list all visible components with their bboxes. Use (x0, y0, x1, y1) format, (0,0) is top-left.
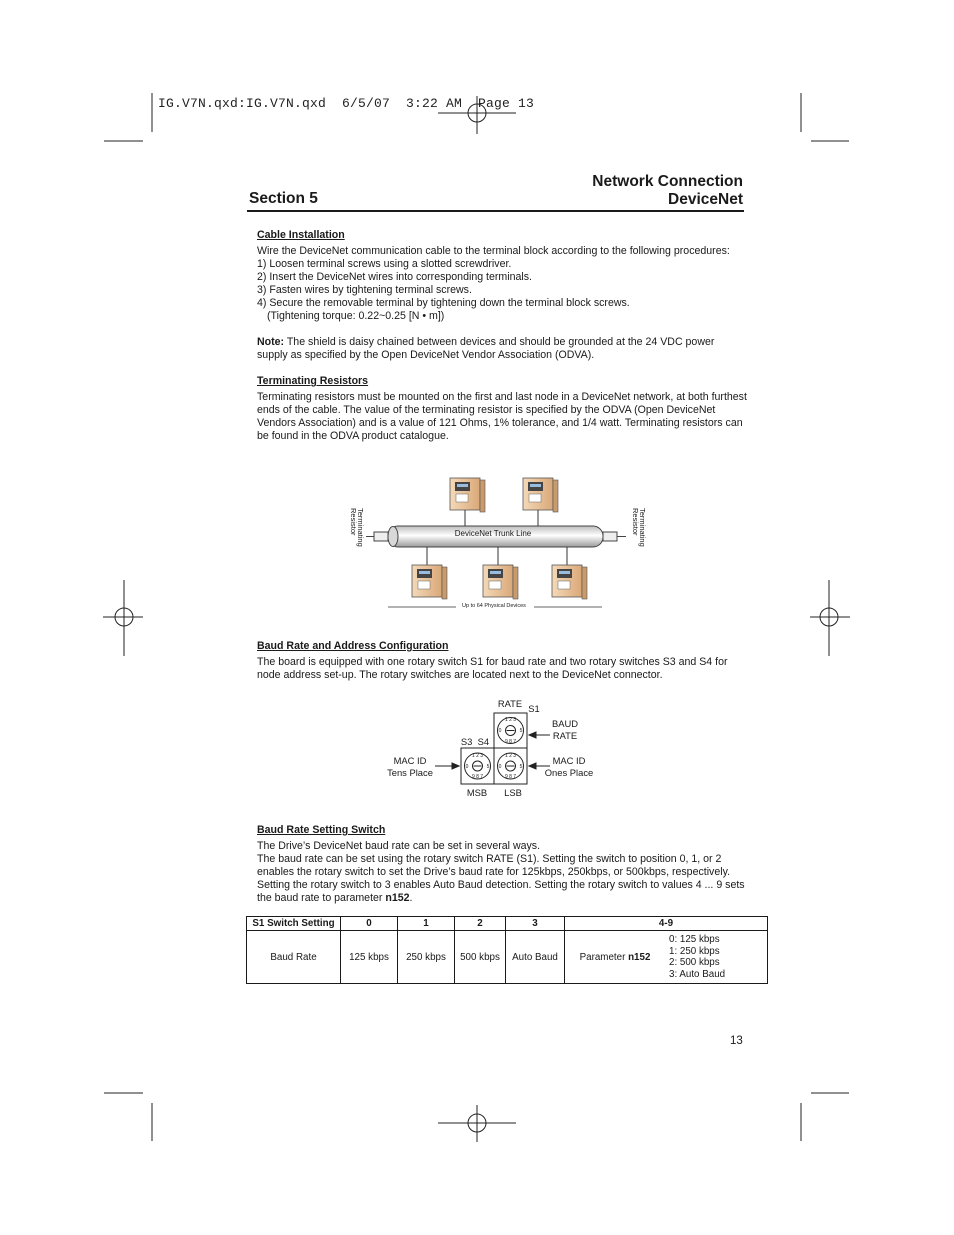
header-title-line1: Network Connection (592, 173, 743, 190)
msb-label: MSB (466, 787, 488, 798)
cable-step-1: 1) Loosen terminal screws using a slotted screwdriver. (257, 258, 512, 270)
svg-text:1 2 3: 1 2 3 (471, 753, 484, 759)
table-header-row (247, 917, 768, 931)
cable-intro: Wire the DeviceNet communication cable to the terminal block according to the following procedures: (257, 245, 730, 257)
baud-setting-end: . (409, 892, 413, 904)
baud-rate-table (246, 916, 768, 984)
table-header: 2 (455, 917, 506, 931)
baud-rate-label (543, 718, 587, 741)
table-row-label: Baud Rate (247, 931, 341, 984)
left-resistor-label: Terminating Resistor (349, 508, 365, 547)
param-value: n152 (628, 951, 651, 963)
mac-tens-label-2: Tens Place (387, 766, 433, 778)
svg-text:9 8 7: 9 8 7 (471, 774, 484, 780)
network-diagram (330, 470, 670, 618)
trunk-label: DeviceNet Trunk Line (454, 529, 532, 538)
baud-setting-line1: The Drive’s DeviceNet baud rate can be set in several ways. (257, 840, 541, 852)
table-cell: Auto Baud (506, 931, 565, 984)
table-cell: 500 kbps (455, 931, 506, 984)
baud-rate-label-2: RATE (552, 729, 578, 741)
drive-icon (483, 565, 518, 599)
baud-config-text: The board is equipped with one rotary switch S1 for baud rate and two rotary switches S3 and S4 for node address set-up. The rotary switches are located next to the DeviceNet connector. (257, 656, 728, 681)
note-text: The shield is daisy chained between devices and should be grounded at the 24 VDC power supply as specified by the Open DeviceNet Vendor Association (ODVA). (257, 336, 715, 361)
page-number: 13 (730, 1035, 743, 1047)
cable-note (257, 336, 747, 362)
cable-step-3: 3) Fasten wires by tightening terminal screws. (257, 284, 472, 296)
rate-label: RATE (497, 698, 523, 709)
devices-caption: Up to 64 Physical Devices (462, 603, 526, 609)
baud-config (257, 640, 747, 682)
header-title-line2: DeviceNet (668, 191, 743, 208)
table-cell: 125 kbps (341, 931, 398, 984)
terminating-text: Terminating resistors must be mounted on the first and last node in a DeviceNet network, at both furthest ends of the cable. The value of the terminating resistor is specified by the ODVA (Open DeviceNet Vendors Association) and is a value of 121 Ohms, 1% tolerance, and 1/4 watt. Terminating resistors can be found in the ODVA product catalogue. (257, 391, 747, 442)
table-header: 0 (341, 917, 398, 931)
terminating-heading: Terminating Resistors (257, 375, 369, 387)
svg-text:5: 5 (486, 764, 490, 770)
svg-text:5: 5 (519, 764, 523, 770)
section-label: Section 5 (249, 190, 318, 207)
baud-setting-text: The baud rate can be set using the rotary switch RATE (S1). Setting the switch to position 0, 1, or 2 enables the rotary switch to set the Drive’s baud rate for 125kbps, 250kbps, or 500kbps, respectively. Setting the rotary switch to 3 enables Auto Baud detection. Setting the rotary switch to values 4 ... 9 sets the baud rate to parameter (257, 853, 745, 904)
mac-ones-label (538, 755, 600, 778)
table-header: 4-9 (565, 917, 768, 931)
cable-heading: Cable Installation (257, 229, 345, 241)
cable-torque: (Tightening torque: 0.22~0.25 [N • m]) (267, 310, 445, 322)
svg-text:5: 5 (519, 728, 523, 734)
table-param-cell (565, 931, 666, 984)
svg-text:1 2 3: 1 2 3 (504, 753, 517, 759)
note-label: Note: (257, 336, 285, 348)
baud-setting-heading: Baud Rate Setting Switch (257, 824, 386, 836)
drive-icon (523, 478, 558, 512)
terminating-resistor-right (603, 532, 617, 541)
option-item: 1: 250 kbps (669, 945, 720, 957)
option-item: 0: 125 kbps (669, 934, 720, 945)
drive-icon (450, 478, 485, 512)
option-item: 2: 500 kbps (669, 957, 720, 968)
drive-icon (412, 565, 447, 599)
s3-s4-label: S3 S4 (460, 736, 490, 747)
table-cell: 250 kbps (398, 931, 455, 984)
cable-step-4: 4) Secure the removable terminal by tightening down the terminal block screws. (257, 297, 630, 309)
mac-ones-label-1: MAC ID (552, 755, 586, 766)
svg-text:9 8 7: 9 8 7 (504, 774, 517, 780)
svg-text:1 2 3: 1 2 3 (504, 717, 517, 723)
param-label: Parameter (579, 951, 629, 963)
right-resistor-label: Terminating Resistor (631, 508, 647, 547)
table-header: 1 (398, 917, 455, 931)
mac-tens-label (380, 755, 440, 778)
baud-setting (257, 824, 747, 905)
svg-text:0: 0 (498, 764, 502, 770)
header-rule (247, 210, 744, 212)
lsb-label: LSB (504, 787, 522, 798)
print-slug: IG.V7N.qxd:IG.V7N.qxd 6/5/07 3:22 AM Page 13 (158, 96, 535, 111)
table-options-cell (665, 931, 768, 984)
svg-text:9 8 7: 9 8 7 (504, 739, 517, 745)
baud-setting-line2 (257, 853, 747, 905)
svg-text:0: 0 (498, 728, 502, 734)
s1-label: S1 (528, 703, 540, 714)
mac-tens-label-1: MAC ID (393, 755, 427, 766)
table-row (247, 931, 768, 984)
switch-diagram (420, 700, 580, 800)
table-header: S1 Switch Setting (247, 917, 341, 931)
cable-step-2: 2) Insert the DeviceNet wires into corresponding terminals. (257, 271, 532, 283)
param-ref: n152 (385, 892, 410, 904)
svg-text:0: 0 (465, 764, 469, 770)
drive-icon (552, 565, 587, 599)
cable-installation (257, 229, 747, 362)
option-item: 3: Auto Baud (669, 968, 726, 980)
mac-ones-label-2: Ones Place (544, 766, 594, 778)
baud-rate-label-1: BAUD (551, 718, 579, 729)
terminating-resistors (257, 375, 747, 443)
table-header: 3 (506, 917, 565, 931)
baud-config-heading: Baud Rate and Address Configuration (257, 640, 449, 652)
